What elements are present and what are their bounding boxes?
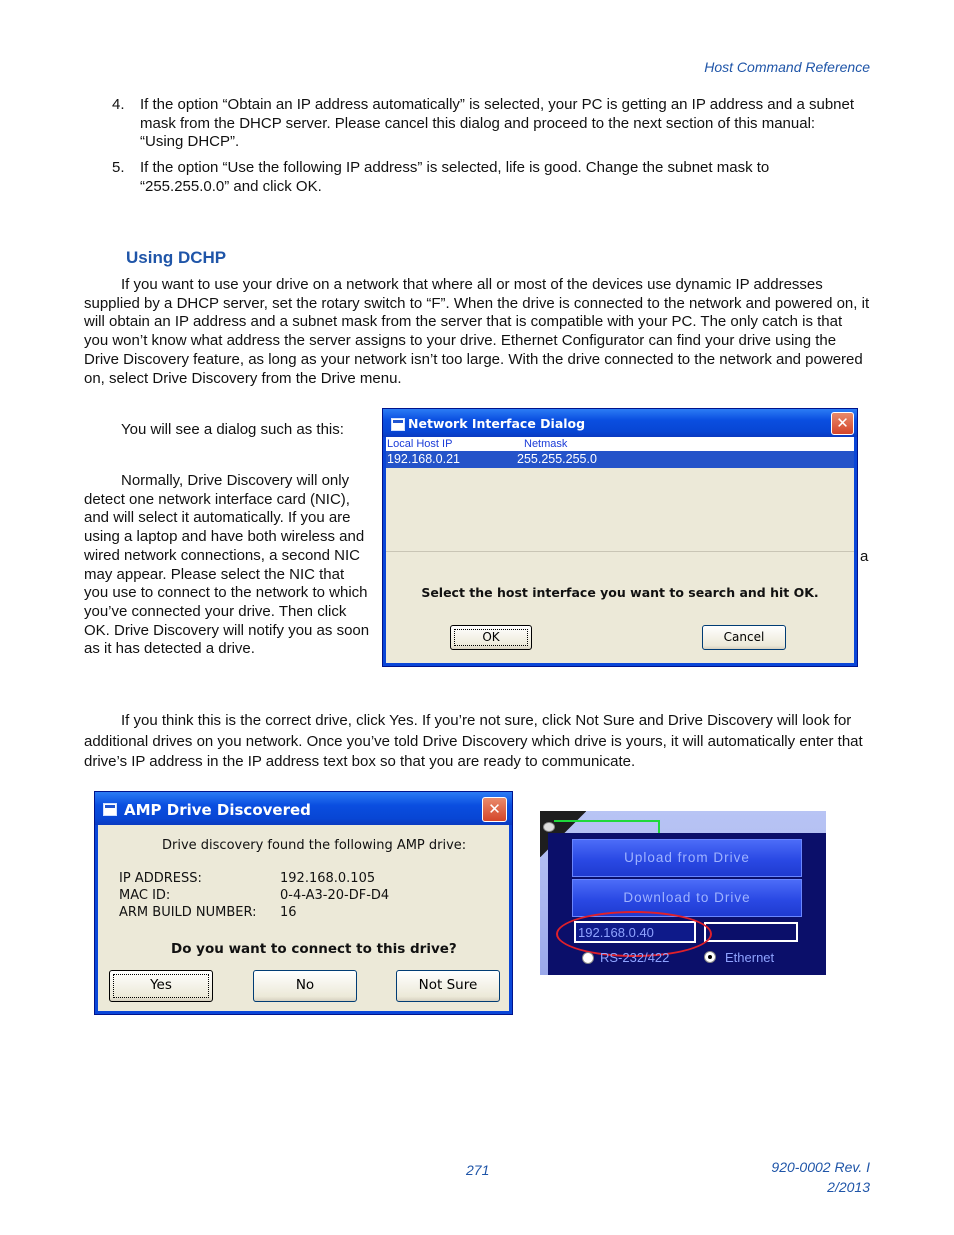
list-row-selected[interactable] [386, 451, 854, 468]
list-number: 4. [112, 96, 125, 113]
dialog-body [386, 437, 854, 663]
arm-build-value: 16 [280, 905, 297, 920]
network-interface-dialog [382, 408, 858, 667]
column-header-netmask: Netmask [524, 438, 568, 450]
yes-button-label: Yes [150, 977, 172, 993]
radio-ethernet[interactable] [704, 951, 716, 963]
dialog-prompt: Select the host interface you want to search and hit OK. [421, 585, 819, 600]
section-heading: Using DCHP [126, 248, 227, 267]
window-icon [391, 418, 405, 431]
paragraph: If you want to use your drive on a network that where all or most of the devices use dynamic IP addresses supplied by a DHCP server, set the rotary switch to “F”. When the drive is connected to the network and powered on, it will obtain an IP address and a subnet mask from the server that is compatible with your PC. The only catch is that you won’t know what address the server assigns to your drive. Ethernet Configurator can find your drive using the Drive Discovery feature, as long as your network isn’t too large. With the drive connected to the network and powered on, select Drive Discovery from the Drive menu. [84, 276, 870, 387]
focus-ring [113, 974, 209, 998]
dialog-intro-text: You will see a dialog such as this: [121, 421, 344, 438]
interface-list[interactable] [386, 437, 854, 552]
cancel-button[interactable]: Cancel [702, 625, 786, 650]
download-to-drive-button[interactable]: Download to Drive [572, 879, 802, 917]
list-number: 5. [112, 159, 125, 176]
dialog-title: AMP Drive Discovered [124, 801, 311, 819]
list-header [386, 437, 854, 451]
doc-date: 2/2013 [827, 1179, 870, 1195]
stray-text: a [860, 548, 869, 565]
radio-serial-label: RS-232/422 [600, 950, 670, 965]
list-item-text: If the option “Use the following IP address” is selected, life is good. Change the subnet mask to “255.255.0.0” and click OK. [140, 159, 770, 195]
focus-ring [454, 629, 528, 646]
ip-address-text: 192.168.0.40 [578, 925, 654, 940]
ip-address-value: 192.168.0.105 [280, 871, 376, 886]
dialog-title-bar [95, 792, 512, 825]
running-header: Host Command Reference [704, 59, 870, 75]
radio-serial[interactable] [582, 952, 594, 964]
not-sure-button[interactable]: Not Sure [396, 970, 500, 1002]
yes-button[interactable] [109, 970, 213, 1002]
upload-from-drive-button[interactable]: Upload from Drive [572, 839, 802, 877]
radio-ethernet-dot [708, 955, 712, 959]
column-header-ip: Local Host IP [387, 438, 453, 450]
field-label: IP ADDRESS: [119, 871, 202, 886]
mac-id-value: 0-4-A3-20-DF-D4 [280, 888, 390, 903]
amp-drive-discovered-dialog [94, 791, 513, 1015]
paragraph: If you think this is the correct drive, click Yes. If you’re not sure, click Not Sure and Drive Discovery will look for additional drives on you network. Once you’ve told Drive Discovery which drive is yours, it will automatically enter that drive’s IP address in the IP address text box so that you are ready to communicate. [84, 712, 863, 770]
page-number: 271 [466, 1162, 490, 1178]
close-icon[interactable]: ✕ [831, 412, 854, 435]
dialog-title: Network Interface Dialog [408, 416, 586, 431]
no-button[interactable]: No [253, 970, 357, 1002]
field-label: MAC ID: [119, 888, 171, 903]
row-netmask: 255.255.255.0 [517, 452, 597, 466]
list-item-text: If the option “Obtain an IP address automatically” is selected, your PC is getting an IP address and a subnet mask from the DHCP server. Please cancel this dialog and proceed to the next section of this manual: “Using DHCP”. [140, 96, 855, 151]
dialog-question: Do you want to connect to this drive? [171, 941, 457, 957]
close-icon[interactable]: ✕ [482, 797, 507, 822]
window-icon [103, 803, 117, 816]
ok-button-label: OK [482, 630, 500, 644]
dialog-intro: Drive discovery found the following AMP drive: [162, 838, 467, 853]
ok-button[interactable] [450, 625, 532, 650]
field-label: ARM BUILD NUMBER: [119, 905, 257, 920]
dialog-body [98, 825, 509, 1011]
dialog-title-bar [383, 409, 857, 437]
radio-ethernet-label: Ethernet [725, 950, 775, 965]
secondary-input[interactable] [704, 922, 798, 942]
configurator-panel [540, 811, 826, 975]
doc-number: 920-0002 Rev. I [771, 1159, 870, 1175]
row-ip: 192.168.0.21 [387, 452, 460, 466]
paragraph: Normally, Drive Discovery will only detect one network interface card (NIC), and will select it automatically. If you are using a laptop and have both wireless and wired network connections, a second NIC may appear. Please select the NIC that you use to connect to the network to which you’ve connected your drive. Then click OK. Drive Discovery will notify you as soon as it has detected a drive. [84, 472, 370, 658]
